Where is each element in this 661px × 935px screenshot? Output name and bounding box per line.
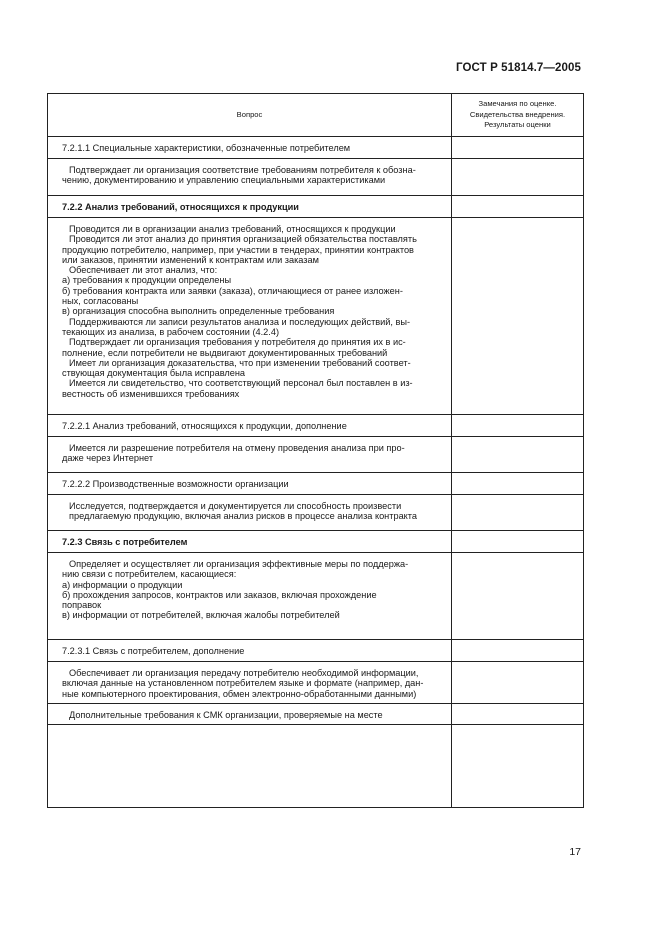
- section-heading-cell: [48, 415, 452, 437]
- remarks-cell[interactable]: [452, 640, 584, 662]
- text-line: ные компьютерного проектирования, обмен электронно-обработанными данными): [62, 688, 417, 699]
- remarks-cell[interactable]: [452, 137, 584, 159]
- column-header-question: Вопрос: [48, 94, 452, 137]
- remarks-cell[interactable]: [452, 553, 584, 640]
- column-header-remarks: [452, 94, 584, 137]
- table-row: [48, 218, 584, 415]
- table-row: [48, 531, 584, 553]
- question-cell: [48, 218, 452, 415]
- remarks-header-line: Результаты оценки: [484, 120, 551, 130]
- remarks-cell[interactable]: [452, 531, 584, 553]
- text-line: а) требования к продукции определены: [62, 275, 232, 286]
- remarks-cell[interactable]: [452, 437, 584, 473]
- table-row: [48, 437, 584, 473]
- text-line: Обеспечивает ли этот анализ, что:: [69, 265, 218, 276]
- text-line: 7.2.2 Анализ требований, относящихся к продукции: [62, 202, 299, 212]
- question-cell: [48, 495, 452, 531]
- remarks-cell[interactable]: [452, 495, 584, 531]
- text-line: продукцию потребителю, например, при участии в тендерах, принятии контрактов: [62, 244, 414, 255]
- audit-checklist-table: [47, 93, 583, 808]
- question-cell: [48, 437, 452, 473]
- text-line: чению, документированию и управлению специальными характеристиками: [62, 175, 386, 186]
- text-line: Исследуется, подтверждается и документируется ли способность произвести: [69, 501, 402, 511]
- remarks-cell[interactable]: [452, 159, 584, 196]
- section-heading-cell: [48, 196, 452, 218]
- table-row: [48, 662, 584, 704]
- text-line: даже через Интернет: [62, 453, 154, 464]
- text-line: б) требования контракта или заявки (заказа), отличающиеся от ранее изложен-: [62, 285, 403, 296]
- remarks-cell[interactable]: [452, 725, 584, 808]
- text-line: поправок: [62, 600, 102, 611]
- remarks-cell[interactable]: [452, 415, 584, 437]
- remarks-header-line: Свидетельства внедрения.: [469, 109, 566, 119]
- question-cell: [48, 703, 452, 724]
- empty-notes-row: [48, 725, 584, 808]
- remarks-cell[interactable]: [452, 196, 584, 218]
- table-row: [48, 137, 584, 159]
- text-line: Дополнительные требования к СМК организации, проверяемые на месте: [69, 709, 383, 720]
- remarks-cell[interactable]: [452, 703, 584, 724]
- text-line: Проводится ли в организации анализ требований, относящихся к продукции: [69, 224, 396, 234]
- question-cell: [48, 553, 452, 640]
- section-heading-cell: [48, 137, 452, 159]
- text-line: или заказов, принятии изменений к контрактам или заказам: [62, 254, 319, 265]
- text-line: Имеется ли свидетельство, что соответствующий персонал был поставлен в из-: [69, 378, 413, 389]
- text-line: а) информации о продукции: [62, 579, 183, 590]
- remarks-cell[interactable]: [452, 662, 584, 704]
- remarks-header-line: Замечания по оценке.: [478, 99, 557, 109]
- text-line: 7.2.2.2 Производственные возможности организации: [62, 479, 289, 489]
- text-line: нию связи с потребителем, касающиеся:: [62, 569, 237, 580]
- text-line: полнение, если потребители не выдвигают документированных требований: [62, 347, 388, 358]
- question-cell: [48, 662, 452, 704]
- text-line: вестность об изменившихся требованиях: [62, 388, 240, 399]
- table-row: [48, 640, 584, 662]
- section-heading-cell: [48, 640, 452, 662]
- document-code: ГОСТ Р 51814.7—2005: [456, 62, 581, 74]
- remarks-cell[interactable]: [452, 218, 584, 415]
- text-line: Поддерживаются ли записи результатов анализа и последующих действий, вы-: [69, 316, 411, 327]
- table-header-row: [48, 94, 584, 137]
- text-line: в) информации от потребителей, включая жалобы потребителей: [62, 610, 340, 621]
- text-line: Имеется ли разрешение потребителя на отмену проведения анализа при про-: [69, 443, 405, 453]
- text-line: текающих из анализа, в рабочем состоянии (4.2.4): [62, 326, 280, 337]
- notes-cell[interactable]: [48, 725, 452, 808]
- text-line: 7.2.2.1 Анализ требований, относящихся к продукции, дополнение: [62, 421, 347, 431]
- table-row: [48, 703, 584, 724]
- table-row: [48, 159, 584, 196]
- page-number: 17: [569, 846, 581, 858]
- section-heading-cell: [48, 473, 452, 495]
- table-row: [48, 415, 584, 437]
- table-row: [48, 473, 584, 495]
- text-line: Имеет ли организация доказательства, что при изменении требований соответ-: [69, 357, 411, 368]
- text-line: включая данные на установленном потребителем языке и формате (например, дан-: [62, 678, 424, 689]
- text-line: 7.2.3 Связь с потребителем: [62, 537, 188, 547]
- text-line: предлагаемую продукцию, включая анализ рисков в процессе анализа контракта: [69, 511, 418, 522]
- text-line: в) организация способна выполнить определенные требования: [62, 306, 335, 317]
- question-cell: [48, 159, 452, 196]
- table-row: [48, 196, 584, 218]
- remarks-cell[interactable]: [452, 473, 584, 495]
- text-line: ствующая документация была исправлена: [62, 368, 246, 379]
- table-row: [48, 495, 584, 531]
- text-line: Подтверждает ли организация соответствие требованиям потребителя к обозна-: [69, 165, 416, 175]
- section-heading-cell: [48, 531, 452, 553]
- text-line: ных, согласованы: [62, 296, 139, 307]
- text-line: Проводится ли этот анализ до принятия организацией обязательства поставлять: [69, 234, 417, 245]
- text-line: б) прохождения запросов, контрактов или заказов, включая прохождение: [62, 589, 377, 600]
- text-line: Определяет и осуществляет ли организация эффективные меры по поддержа-: [69, 559, 409, 569]
- text-line: Подтверждает ли организация требования у потребителя до принятия их в ис-: [69, 337, 406, 348]
- text-line: Обеспечивает ли организация передачу потребителю необходимой информации,: [69, 668, 419, 678]
- text-line: 7.2.1.1 Специальные характеристики, обозначенные потребителем: [62, 143, 351, 153]
- table-row: [48, 553, 584, 640]
- text-line: 7.2.3.1 Связь с потребителем, дополнение: [62, 646, 245, 656]
